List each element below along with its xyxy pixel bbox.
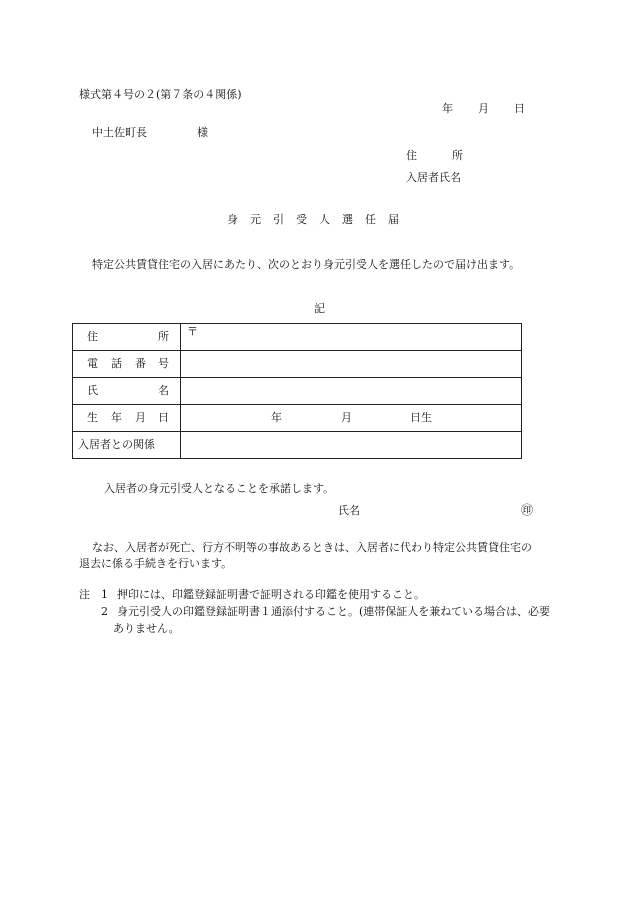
- date-year-label: 年: [442, 102, 453, 115]
- title-char: 身: [227, 213, 238, 226]
- form-number: 様式第４号の２(第７条の４関係): [79, 88, 242, 101]
- name-label-2: 名: [158, 384, 169, 397]
- notes-label: 注: [79, 588, 90, 601]
- table-row-birthdate: [73, 405, 522, 432]
- phone-label-1: 電: [87, 357, 98, 370]
- birth-month-label: 月: [341, 411, 352, 424]
- address-value-cell[interactable]: [181, 324, 522, 351]
- address-label-2: 所: [158, 330, 169, 343]
- title-char: 選: [342, 213, 353, 226]
- table-row-relation: [73, 432, 522, 459]
- phone-label-2: 話: [111, 357, 122, 370]
- title-char: 受: [296, 213, 307, 226]
- name-label-cell: [73, 378, 181, 405]
- applicant-address-label-2: 所: [452, 149, 463, 162]
- guarantor-info-table: [72, 323, 522, 459]
- title-char: 任: [365, 213, 376, 226]
- address-label-1: 住: [87, 330, 98, 343]
- birth-label-1: 生: [87, 411, 98, 424]
- note-paragraph-line1: なお、入居者が死亡、行方不明等の事故あるときは、入居者に代わり特定公共賃貸住宅の: [92, 541, 532, 554]
- relation-value-cell[interactable]: [181, 432, 522, 459]
- birth-label-2: 年: [111, 411, 122, 424]
- phone-label-3: 番: [135, 357, 146, 370]
- birth-label-4: 日: [158, 411, 169, 424]
- addressee: 中土佐町長: [92, 126, 147, 139]
- title-char: 届: [388, 213, 399, 226]
- postal-mark: 〒: [187, 325, 198, 338]
- relation-label: 入居者との関係: [78, 438, 155, 451]
- title-char: 引: [273, 213, 284, 226]
- address-label-cell: [73, 324, 181, 351]
- applicant-address-label-1: 住: [406, 149, 417, 162]
- note-paragraph-line2: 退去に係る手続きを行います。: [79, 557, 233, 570]
- date-month-label: 月: [478, 102, 489, 115]
- note-item-2-text-line2: ありません。: [113, 622, 180, 635]
- birth-value-cell[interactable]: [181, 405, 522, 432]
- phone-label-cell: [73, 351, 181, 378]
- note-item-2-text-line1: 身元引受人の印鑑登録証明書１通添付すること。(連帯保証人を兼ねている場合は、必要: [117, 605, 551, 618]
- signature-name-label: 氏名: [338, 504, 360, 517]
- applicant-name-label: 入居者氏名: [406, 171, 461, 184]
- name-label-1: 氏: [87, 384, 98, 397]
- birth-year-label: 年: [271, 411, 282, 424]
- title-char: 人: [319, 213, 330, 226]
- birth-day-label: 日生: [410, 411, 432, 424]
- note-item-2-number: 2: [101, 605, 108, 618]
- table-row-phone: [73, 351, 522, 378]
- consent-text: 入居者の身元引受人となることを承諾します。: [104, 482, 335, 495]
- birth-label-3: 月: [135, 411, 146, 424]
- ki-label: 記: [314, 302, 325, 315]
- table-row-name: [73, 378, 522, 405]
- phone-label-4: 号: [158, 357, 169, 370]
- addressee-honorific: 様: [197, 126, 208, 139]
- note-item-1-number: 1: [101, 588, 108, 601]
- title-char: 元: [250, 213, 261, 226]
- date-day-label: 日: [514, 102, 525, 115]
- name-value-cell[interactable]: [181, 378, 522, 405]
- seal-mark: ㊞: [521, 503, 534, 517]
- phone-value-cell[interactable]: [181, 351, 522, 378]
- table-row-address: [73, 324, 522, 351]
- intro-text: 特定公共賃貸住宅の入居にあたり、次のとおり身元引受人を選任したので届け出ます。: [92, 258, 521, 271]
- relation-label-cell: [73, 432, 181, 459]
- note-item-1-text: 押印には、印鑑登録証明書で証明される印鑑を使用すること。: [117, 588, 425, 601]
- birth-label-cell: [73, 405, 181, 432]
